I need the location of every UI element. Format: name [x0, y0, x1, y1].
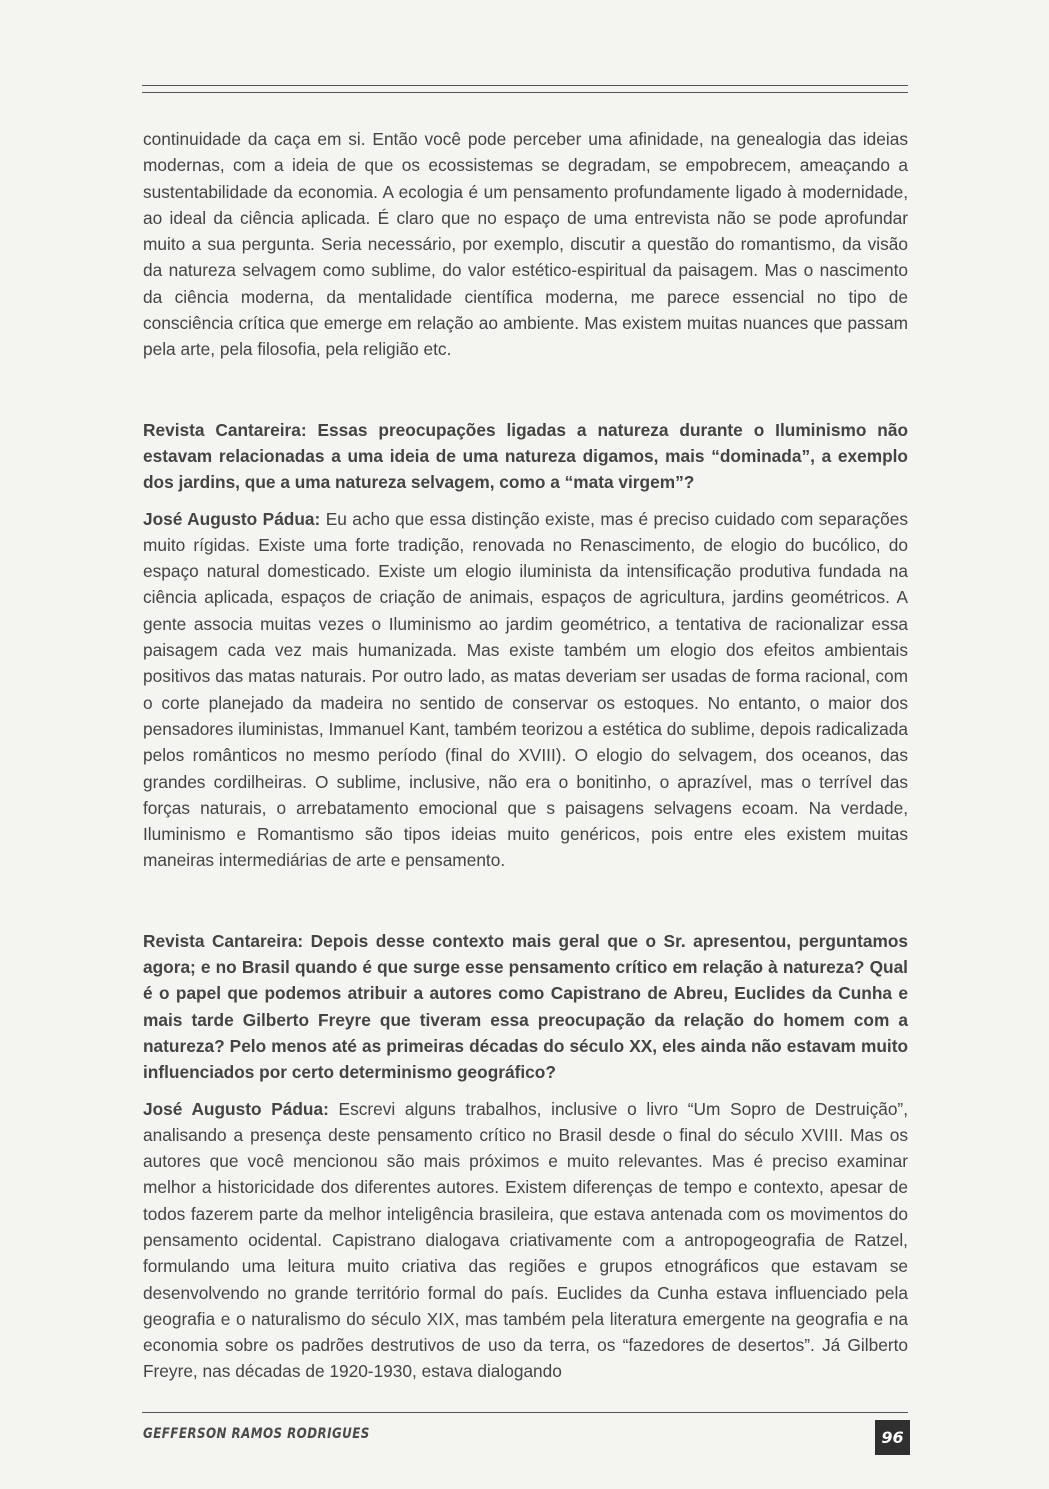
footer-rule [142, 1412, 908, 1413]
answer-speaker-label: José Augusto Pádua: [143, 1098, 329, 1119]
footer-author-name: GEFFERSON RAMOS RODRIGUES [143, 1426, 370, 1442]
answer-speaker-label: José Augusto Pádua: [143, 508, 321, 529]
interview-question-2: Revista Cantareira: Depois desse contexto mais geral que o Sr. apresentou, perguntamos agora; e no Brasil quando é que surge esse pensamento crítico em relação à natureza? Qual é o papel que podemos atribuir a autores como Capistrano de Abreu, Euclides da Cunha e mais tarde Gilberto Freyre que tiveram essa preocupação da relação do homem com a natureza? Pelo menos até as primeiras décadas do século XX, eles ainda não estavam muito influenciados por certo determinismo geográfico? [143, 930, 908, 1083]
paragraph-continuation: continuidade da caça em si. Então você pode perceber uma afinidade, na genealogia das ideias modernas, com a ideia de que os ecossistemas se degradam, se empobrecem, ameaçando a sustentabilidade da economia. A ecologia é um pensamento profundamente ligado à modernidade, ao ideal da ciência aplicada. É claro que no espaço de uma entrevista não se pode aprofundar muito a sua pergunta. Seria necessário, por exemplo, discutir a questão do romantismo, da visão da natureza selvagem como sublime, do valor estético-espiritual da paisagem. Mas o nascimento da ciência moderna, da mentalidade científica moderna, me parece essencial no tipo de consciência crítica que emerge em relação ao ambiente. Mas existem muitas nuances que passam pela arte, pela filosofia, pela religião etc. [143, 129, 908, 360]
header-double-rule [142, 85, 908, 93]
interview-answer-2 [143, 1096, 908, 1385]
article-body [143, 126, 908, 1385]
interview-answer-1 [143, 506, 908, 874]
interview-question-1: Revista Cantareira: Essas preocupações ligadas a natureza durante o Iluminismo não estavam relacionadas a uma ideia de uma natureza digamos, mais “dominada”, a exemplo dos jardins, que a uma natureza selvagem, como a “mata virgem”? [143, 419, 908, 493]
answer-text: Escrevi alguns trabalhos, inclusive o livro “Um Sopro de Destruição”, analisando a presença deste pensamento crítico no Brasil desde o final do século XVIII. Mas os autores que você mencionou são mais próximos e muito relevantes. Mas é preciso examinar melhor a historicidade dos diferentes autores. Existem diferenças de tempo e contexto, apesar de todos fazerem parte da melhor inteligência brasileira, que estava antenada com os movimentos do pensamento ocidental. Capistrano dialogava criativamente com a antropogeografia de Ratzel, formulando uma leitura muito criativa das regiões e grupos etnográficos que estavam se desenvolvendo no grande território formal do país. Euclides da Cunha estava influenciado pela geografia e o naturalismo do século XIX, mas também pela literatura emergente na geografia e na economia sobre os padrões destrutivos de uso da terra, os “fazedores de desertos”. Já Gilberto Freyre, nas décadas de 1920-1930, estava dialogando [143, 1098, 908, 1382]
answer-text: Eu acho que essa distinção existe, mas é preciso cuidado com separações muito rígidas. Existe uma forte tradição, renovada no Renascimento, de elogio do bucólico, do espaço natural domesticado. Existe um elogio iluminista da intensificação produtiva fundada na ciência aplicada, espaços de criação de animais, espaços de agricultura, jardins geométricos. A gente associa muitas vezes o Iluminismo ao jardim geométrico, a tentativa de racionalizar essa paisagem cada vez mais humanizada. Mas existe também um elogio dos efeitos ambientais positivos das matas naturais. Por outro lado, as matas deveriam ser usadas de forma racional, com o corte planejado da madeira no sentido de conservar os estoques. No entanto, o maior dos pensadores iluministas, Immanuel Kant, também teorizou a estética do sublime, depois radicalizada pelos românticos no mesmo período (final do XVIII). O elogio do selvagem, dos oceanos, das grandes cordilheiras. O sublime, inclusive, não era o bonitinho, o aprazível, mas o terrível das forças naturais, o arrebatamento emocional que s paisagens selvagens ecoam. Na verdade, Iluminismo e Romantismo são tipos ideias muito genéricos, pois entre eles existem muitas maneiras intermediárias de arte e pensamento. [143, 508, 908, 871]
page-number-badge: 96 [875, 1420, 910, 1455]
